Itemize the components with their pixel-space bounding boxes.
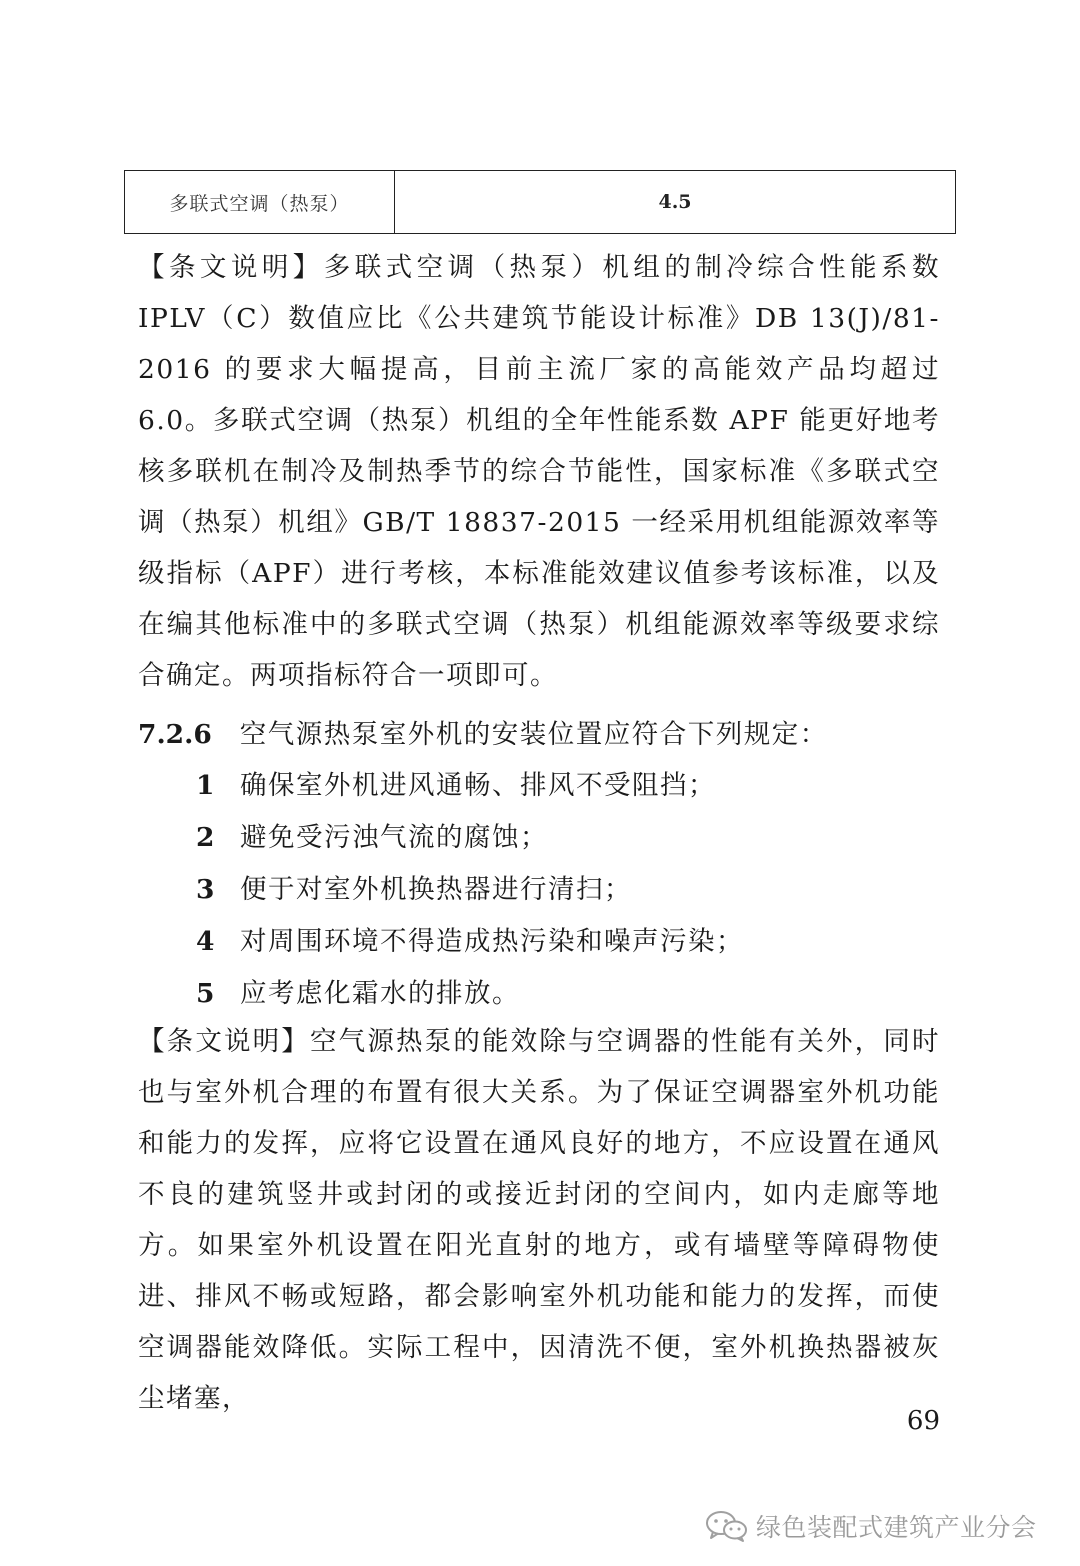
wechat-icon (704, 1509, 750, 1543)
list-item (196, 968, 936, 1020)
watermark (704, 1506, 1037, 1546)
explanation-lead: 【条文说明】 (138, 1026, 310, 1057)
item-number: 2 (196, 822, 216, 853)
clause-item-list (196, 760, 936, 1020)
explanation-lead: 【条文说明】 (138, 252, 324, 283)
item-number: 4 (196, 926, 216, 957)
list-item (196, 760, 936, 812)
item-number: 3 (196, 874, 216, 905)
item-number: 1 (196, 770, 216, 801)
clause-explanation-paragraph-2 (138, 1016, 940, 1424)
list-item (196, 864, 936, 916)
clause-text: 空气源热泵室外机的安装位置应符合下列规定： (239, 719, 828, 750)
clause-heading (138, 709, 940, 760)
watermark-text: 绿色装配式建筑产业分会 (756, 1513, 1037, 1542)
item-text: 应考虑化霜水的排放。 (240, 978, 520, 1009)
performance-table-row (124, 170, 956, 234)
list-item (196, 916, 936, 968)
page-number: 69 (906, 1406, 940, 1436)
clause-number: 7.2.6 (138, 719, 212, 750)
list-item (196, 812, 936, 864)
item-text: 对周围环境不得造成热污染和噪声污染； (240, 926, 744, 957)
clause-explanation-paragraph (138, 242, 940, 701)
item-text: 便于对室外机换热器进行清扫； (240, 874, 632, 905)
explanation-text: 多联式空调（热泵）机组的制冷综合性能系数 IPLV（C）数值应比《公共建筑节能设计标准》DB 13(J)/81-2016 的要求大幅提高，目前主流厂家的高能效产品均超过 6.0。多联式空调（热泵）机组的全年性能系数 APF 能更好地考核多联机在制冷及制热季节的综合节能性，国家标准《多联式空调（热泵）机组》GB/T 18837-2015 一经采用机组能源效率等级指标（APF）进行考核，本标准能效建议值参考该标准，以及在编其他标准中的多联式空调（热泵）机组能源效率等级要求综合确定。两项指标符合一项即可。 (138, 252, 941, 691)
table-cell-label: 多联式空调（热泵） (125, 171, 395, 233)
explanation-text: 空气源热泵的能效除与空调器的性能有关外，同时也与室外机合理的布置有很大关系。为了保证空调器室外机功能和能力的发挥，应将它设置在通风良好的地方，不应设置在通风不良的建筑竖井或封闭的或接近封闭的空间内，如内走廊等地方。如果室外机设置在阳光直射的地方，或有墙壁等障碍物使进、排风不畅或短路，都会影响室外机功能和能力的发挥，而使空调器能效降低。实际工程中，因清洗不便，室外机换热器被灰尘堵塞， (138, 1026, 940, 1414)
table-cell-value: 4.5 (658, 191, 692, 213)
item-text: 确保室外机进风通畅、排风不受阻挡； (240, 770, 716, 801)
item-text: 避免受污浊气流的腐蚀； (240, 822, 548, 853)
item-number: 5 (196, 978, 216, 1009)
